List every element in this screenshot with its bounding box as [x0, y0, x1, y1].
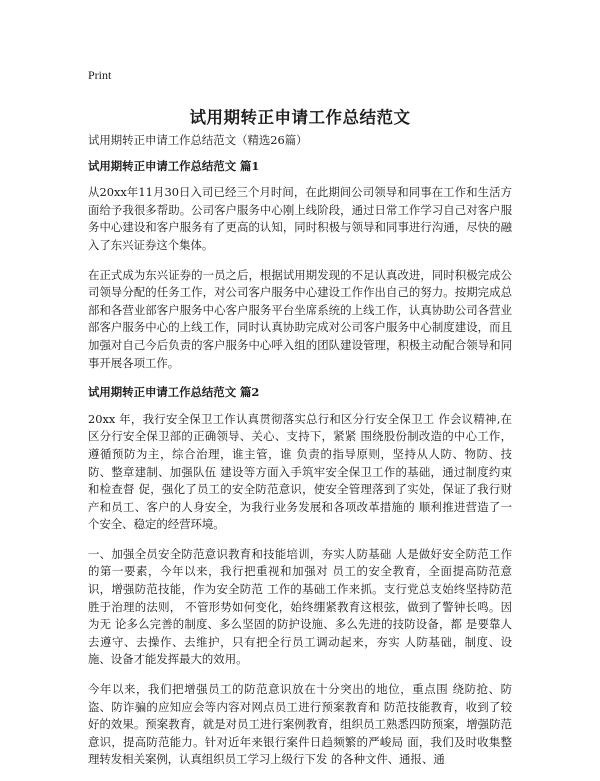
section-2-paragraph-2: 一、加强全员安全防范意识教育和技能培训，夯实人防基础 人是做好安全防范工作的第一要素，今年以来，我行把重视和加强对 员工的安全教育，全面提高防范意识，增强防范技能，作为安全防范 工作的基础工作来抓。支行党总支始终坚持防范胜于治理的法则， 不管形势如何变化，始终绷紧教育这根弦，做到了警钟长鸣。因为无 论多么完善的制度、多么坚固的防护设施、多么先进的技防设备，都 是要靠人去遵守、去操作、去维护，只有把全行员工调动起来，夯实 人防基础，制度、设施、设备才能发挥最大的效用。: [88, 546, 512, 667]
section-1-paragraph-1: 从20xx年11月30日入司已经三个月时间，在此期间公司领导和同事在工作和生活方面给予我很多帮助。公司客户服务中心刚上线阶段，通过日常工作学习自己对客户服务中心建设和客户服务有了更高的认知，同时积极与领导和同事进行沟通，尽快的融入了东兴证券这个集体。: [88, 185, 512, 252]
document-subtitle: 试用期转正申请工作总结范文（精选26篇）: [88, 133, 308, 147]
print-label: Print: [88, 68, 112, 82]
section-heading-2: 试用期转正申请工作总结范文 篇2: [88, 385, 260, 400]
section-2-paragraph-1: 20xx 年，我行安全保卫工作认真贯彻落实总行和区分行安全保卫工 作会议精神,在区分行安全保卫部的正确领导、关心、支持下，紧紧 围绕股份制改造的中心工作，遵循预防为主，综合治理，谁主管，谁 负责的指导原则，坚持从人防、物防、技防、整章建制、加强队伍 建设等方面入手筑牢安全保卫工作的基础，通过制度约束和检查督 促，强化了员工的安全防范意识，使安全管理落到了实处，保证了我行财产和员工、客户的人身安全，为我行业务发展和各项改革措施的 顺利推进营造了一个安全、稳定的经营环境。: [88, 411, 512, 532]
section-heading-1: 试用期转正申请工作总结范文 篇1: [88, 158, 260, 173]
document-title: 试用期转正申请工作总结范文: [189, 108, 411, 127]
section-1-paragraph-2: 在正式成为东兴证券的一员之后，根据试用期发现的不足认真改进，同时积极完成公司领导分配的任务工作，对公司客户服务中心建设工作作出自己的努力。按期完成总部和各营业部客户服务中心客户服务平台坐席系统的上线工作，认真协助公司各营业部客户服务中心的上线工作，同时认真协助完成对公司客户服务中心制度建设，而且加强对自己今后负责的客户服务中心呼入组的团队建设管理，积极主动配合领导和同事开展各项工作。: [88, 267, 512, 370]
document-body: [88, 132, 512, 781]
section-2-paragraph-3: 今年以来，我们把增强员工的防范意识放在十分突出的地位，重点围 绕防抢、防盗、防诈骗的应知应会等内容对网点员工进行预案教育和 防范技能教育，收到了较好的效果。预案教育，就是对员工进行案例教育，组织员工熟悉四防预案，增强防范意识，提高防范能力。针对近年来银行案件日趋频繁的严峻局 面，我们及时收集整理转发相关案例，认真组织员工学习上级行下发 的各种文件、通报、通: [88, 682, 512, 767]
